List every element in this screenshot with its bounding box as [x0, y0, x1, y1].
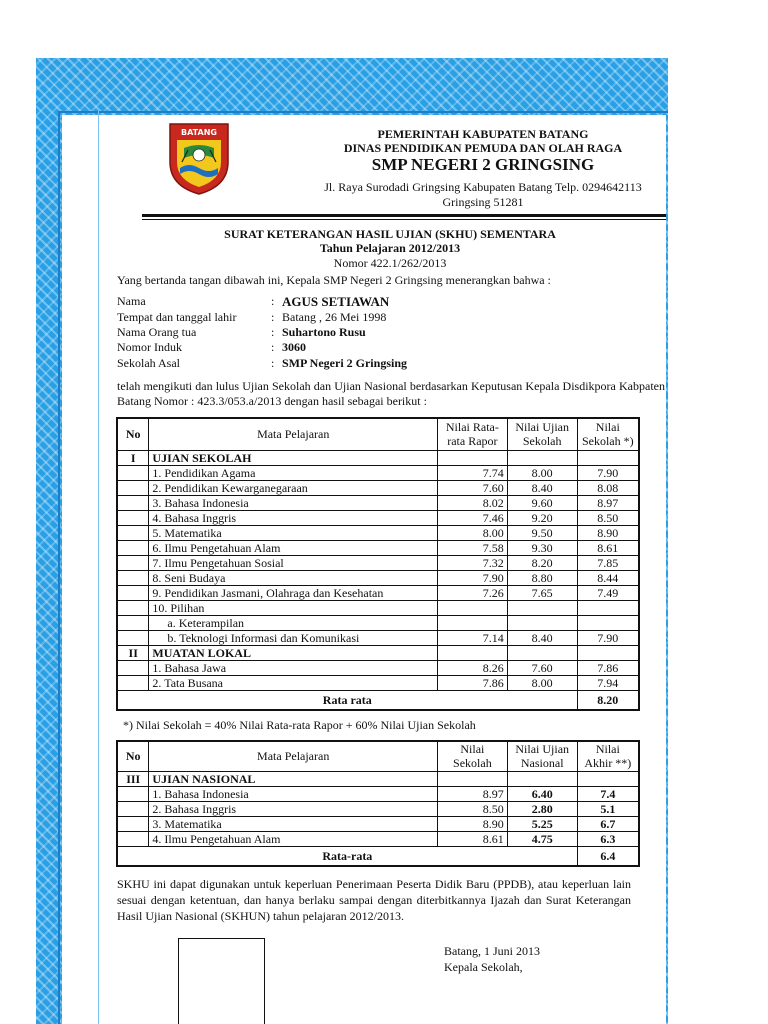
usage-paragraph: SKHU ini dapat digunakan untuk keperluan Penerimaan Peserta Didik Baru (PPDB), atau keperluan lain sesuai dengan ketentuan, dan hanya berlaku sampai dengan diterbitkannya Ijazah dan Surat Keterangan Hasil Ujian Nasional (SKHUN) tahun pelajaran 2012/2013.: [117, 877, 631, 923]
rapor-average-value: 7.32: [438, 555, 508, 570]
school-score-value: 7.94: [577, 675, 639, 690]
section-title: UJIAN NASIONAL: [149, 771, 438, 786]
identity-value: SMP Negeri 2 Gringsing: [282, 356, 407, 370]
school-exam-value: 9.60: [507, 495, 577, 510]
subject-name: 2. Tata Busana: [149, 675, 438, 690]
table-row: [117, 675, 639, 690]
rapor-average-value: 8.02: [438, 495, 508, 510]
identity-value: Batang , 26 Mei 1998: [282, 310, 387, 324]
school-score-value: 8.90: [577, 525, 639, 540]
table-row: [117, 570, 639, 585]
identity-colon: :: [271, 340, 275, 354]
school-exam-value: 8.00: [507, 675, 577, 690]
table-row: [117, 831, 639, 846]
school-exam-value: 8.00: [507, 465, 577, 480]
subject-name: 3. Matematika: [149, 816, 438, 831]
school-exam-value: 9.50: [507, 525, 577, 540]
final-score-value: 5.1: [577, 801, 639, 816]
table-header-row: [117, 741, 639, 771]
rapor-average-value: 7.90: [438, 570, 508, 585]
col-header-final-score: Nilai Akhir **): [577, 741, 639, 771]
table-row: [117, 465, 639, 480]
subject-name: 1. Bahasa Indonesia: [149, 786, 438, 801]
col-header-no: No: [117, 418, 149, 450]
school-score-value: 8.50: [437, 801, 507, 816]
identity-row-parent: [117, 325, 557, 340]
school-score-value: 7.90: [577, 465, 639, 480]
section-title: UJIAN SEKOLAH: [149, 450, 438, 465]
school-score-value: 7.49: [577, 585, 639, 600]
col-header-subject: Mata Pelajaran: [149, 418, 438, 450]
national-exam-table: [116, 740, 640, 867]
header-government: PEMERINTAH KABUPATEN BATANG: [377, 127, 589, 141]
school-exam-table: [116, 417, 640, 711]
national-exam-value: 4.75: [507, 831, 577, 846]
col-header-school-score: Nilai Sekolah: [437, 741, 507, 771]
school-score-value: 8.90: [437, 816, 507, 831]
school-score-value: 8.61: [437, 831, 507, 846]
subject-name: 3. Bahasa Indonesia: [149, 495, 438, 510]
subject-name: 1. Bahasa Jawa: [149, 660, 438, 675]
average-row: [117, 846, 639, 866]
header-city: Gringsing 51281: [442, 195, 524, 209]
identity-row-student-number: [117, 340, 557, 355]
school-exam-value: 9.30: [507, 540, 577, 555]
identity-row-birth: [117, 310, 557, 325]
national-exam-value: 5.25: [507, 816, 577, 831]
header-department: DINAS PENDIDIKAN PEMUDA DAN OLAH RAGA: [343, 141, 623, 155]
col-header-school-exam: Nilai Ujian Sekolah: [507, 418, 577, 450]
subject-name: 9. Pendidikan Jasmani, Olahraga dan Kesehatan: [149, 585, 438, 600]
subject-name: 5. Matematika: [149, 525, 438, 540]
subject-name: 8. Seni Budaya: [149, 570, 438, 585]
identity-colon: :: [271, 356, 275, 370]
header-divider-thick: [142, 214, 666, 217]
section-number: I: [117, 450, 149, 465]
identity-value: AGUS SETIAWAN: [282, 294, 390, 309]
subject-name: 2. Bahasa Inggris: [149, 801, 438, 816]
national-exam-value: 2.80: [507, 801, 577, 816]
signature-place-date: Batang, 1 Juni 2013: [444, 944, 540, 958]
final-score-value: 6.7: [577, 816, 639, 831]
table-row: [117, 816, 639, 831]
school-exam-value: 9.20: [507, 510, 577, 525]
header-divider-thin: [142, 219, 666, 220]
school-exam-value: 8.20: [507, 555, 577, 570]
rapor-average-value: 8.26: [438, 660, 508, 675]
document-year: Tahun Pelajaran 2012/2013: [319, 241, 461, 255]
subject-name: 4. Ilmu Pengetahuan Alam: [149, 831, 438, 846]
national-exam-value: 6.40: [507, 786, 577, 801]
school-exam-value: 7.65: [507, 585, 577, 600]
section-row: [117, 450, 639, 465]
school-score-value: 8.08: [577, 480, 639, 495]
identity-label: Nomor Induk: [117, 340, 182, 354]
table-row: [117, 660, 639, 675]
table-row: [117, 801, 639, 816]
school-exam-value: [507, 600, 577, 615]
section-row: [117, 771, 639, 786]
col-header-school-score: Nilai Sekolah *): [577, 418, 639, 450]
col-header-national-exam: Nilai Ujian Nasional: [507, 741, 577, 771]
rapor-average-value: [438, 615, 508, 630]
school-score-value: 8.61: [577, 540, 639, 555]
identity-row-school: [117, 356, 557, 371]
intro-statement: Yang bertanda tangan dibawah ini, Kepala SMP Negeri 2 Gringsing menerangkan bahwa :: [117, 273, 551, 287]
school-exam-value: 8.40: [507, 630, 577, 645]
subject-name: 10. Pilihan: [149, 600, 438, 615]
table-row: [117, 630, 639, 645]
final-score-value: 7.4: [577, 786, 639, 801]
subject-name: 2. Pendidikan Kewarganegaraan: [149, 480, 438, 495]
document-number: Nomor 422.1/262/2013: [333, 256, 447, 270]
average-value: 6.4: [577, 846, 639, 866]
final-score-value: 6.3: [577, 831, 639, 846]
col-header-rapor: Nilai Rata- rata Rapor: [438, 418, 508, 450]
table-row: [117, 480, 639, 495]
section-title: MUATAN LOKAL: [149, 645, 438, 660]
rapor-average-value: [438, 600, 508, 615]
school-score-value: [577, 600, 639, 615]
section-number: II: [117, 645, 149, 660]
logo-text: BATANG: [181, 128, 217, 137]
identity-colon: :: [271, 294, 275, 308]
rapor-average-value: 7.14: [438, 630, 508, 645]
col-header-no: No: [117, 741, 149, 771]
identity-label: Nama: [117, 294, 146, 308]
subject-name: 7. Ilmu Pengetahuan Sosial: [149, 555, 438, 570]
average-label: Rata rata: [117, 690, 577, 710]
rapor-average-value: 7.58: [438, 540, 508, 555]
table-row: [117, 615, 639, 630]
score-formula-note: *) Nilai Sekolah = 40% Nilai Rata-rata Rapor + 60% Nilai Ujian Sekolah: [123, 718, 476, 732]
identity-label: Tempat dan tanggal lahir: [117, 310, 237, 324]
identity-colon: :: [271, 325, 275, 339]
table-row: [117, 600, 639, 615]
table-row: [117, 525, 639, 540]
school-score-value: 7.86: [577, 660, 639, 675]
rapor-average-value: 7.46: [438, 510, 508, 525]
rapor-average-value: 7.26: [438, 585, 508, 600]
batang-emblem-logo: [168, 122, 230, 196]
average-row: [117, 690, 639, 710]
school-exam-value: 7.60: [507, 660, 577, 675]
average-value: 8.20: [577, 690, 639, 710]
table-row: [117, 540, 639, 555]
average-label: Rata-rata: [117, 846, 577, 866]
table-header-row: [117, 418, 639, 450]
table-row: [117, 510, 639, 525]
rapor-average-value: 7.86: [438, 675, 508, 690]
decision-paragraph: telah mengikuti dan lulus Ujian Sekolah dan Ujian Nasional berdasarkan Keputusan Kepala Disdikpora Kabpaten Batang Nomor : 423.3/053.a/2013 dengan hasil sebagai berikut :: [117, 379, 665, 408]
school-exam-value: [507, 615, 577, 630]
subject-name: 1. Pendidikan Agama: [149, 465, 438, 480]
identity-label: Sekolah Asal: [117, 356, 180, 370]
rapor-average-value: 8.00: [438, 525, 508, 540]
identity-value: Suhartono Rusu: [282, 325, 366, 339]
table-row: [117, 555, 639, 570]
photo-box: [178, 938, 265, 1024]
signature-position: Kepala Sekolah,: [444, 960, 523, 974]
school-score-value: 8.97: [437, 786, 507, 801]
header-address: Jl. Raya Surodadi Gringsing Kabupaten Batang Telp. 0294642113: [324, 180, 642, 194]
table-row: [117, 585, 639, 600]
subject-name: 4. Bahasa Inggris: [149, 510, 438, 525]
identity-value: 3060: [282, 340, 306, 354]
school-score-value: 8.50: [577, 510, 639, 525]
school-exam-value: 8.40: [507, 480, 577, 495]
school-score-value: 7.85: [577, 555, 639, 570]
identity-row-name: [117, 294, 557, 309]
school-exam-value: 8.80: [507, 570, 577, 585]
table-row: [117, 786, 639, 801]
subject-name: a. Keterampilan: [149, 615, 438, 630]
document-title: SURAT KETERANGAN HASIL UJIAN (SKHU) SEMENTARA: [224, 227, 556, 241]
identity-label: Nama Orang tua: [117, 325, 197, 339]
header-school-name: SMP NEGERI 2 GRINGSING: [371, 155, 595, 174]
col-header-subject: Mata Pelajaran: [149, 741, 438, 771]
table-row: [117, 495, 639, 510]
rapor-average-value: 7.74: [438, 465, 508, 480]
school-score-value: [577, 615, 639, 630]
subject-name: 6. Ilmu Pengetahuan Alam: [149, 540, 438, 555]
rapor-average-value: 7.60: [438, 480, 508, 495]
school-score-value: 7.90: [577, 630, 639, 645]
section-row: [117, 645, 639, 660]
identity-colon: :: [271, 310, 275, 324]
school-score-value: 8.44: [577, 570, 639, 585]
subject-name: b. Teknologi Informasi dan Komunikasi: [149, 630, 438, 645]
school-score-value: 8.97: [577, 495, 639, 510]
section-number: III: [117, 771, 149, 786]
